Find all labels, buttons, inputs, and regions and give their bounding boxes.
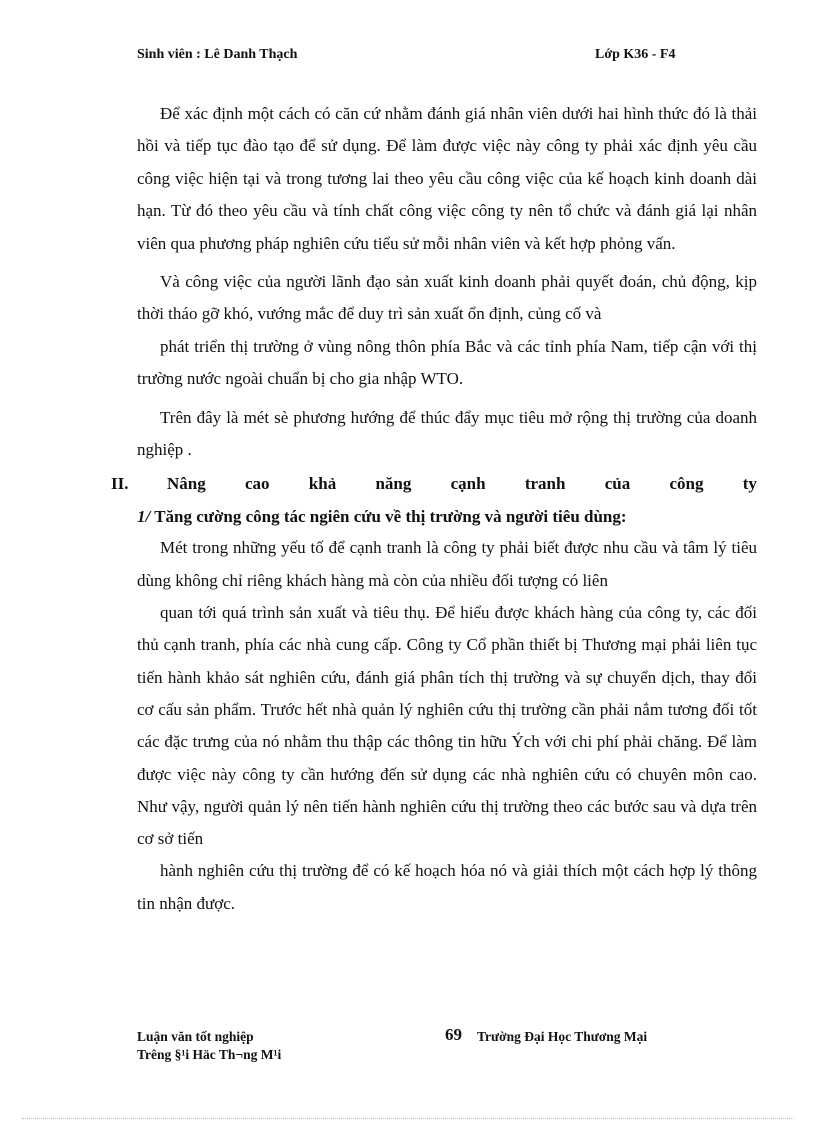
section-word: năng	[375, 474, 412, 494]
page-header	[137, 47, 688, 67]
subsection-number: 1/	[137, 507, 151, 527]
footer-school-legacy: Trêng §¹i Häc Th¬ng M¹i	[137, 1047, 282, 1062]
paragraph: Mét trong những yếu tố để cạnh tranh là công ty phải biết được nhu cầu và tâm lý tiêu dùng không chỉ riêng khách hàng mà còn của nhiều đối tượng có liên	[137, 538, 757, 590]
section-word: của	[604, 474, 631, 494]
subsection-title: Tăng cường công tác ngiên cứu về thị trường và người tiêu dùng:	[154, 507, 627, 527]
subsection-heading	[137, 502, 757, 532]
paragraph: Để xác định một cách có căn cứ nhằm đánh giá nhân viên dưới hai hình thức đó là thải hồi và tiếp tục đào tạo để sử dụng. Để làm được việc này công ty phải xác định yêu cầu công việc hiện tại và trong tương lai theo yêu cầu công việc của kế hoạch kinh doanh dài hạn. Từ đó theo yêu cầu và tính chất công việc công ty nên tổ chức và đánh giá lại nhân viên qua phương pháp nghiên cứu tiểu sử mỗi nhân viên và kết hợp phỏng vấn.	[137, 104, 757, 253]
footer-thesis-label: Luận văn tốt nghiệp	[137, 1029, 254, 1044]
section-heading	[111, 468, 757, 502]
section-word: tranh	[524, 474, 566, 494]
section-number: II.	[111, 474, 129, 494]
page-bottom-divider	[22, 1118, 794, 1119]
paragraph: hành nghiên cứu thị trường để có kế hoạch hóa nó và giải thích một cách hợp lý thông tin nhận được.	[137, 861, 757, 913]
section-word: khả	[308, 474, 337, 494]
section-word: Nâng	[167, 474, 206, 494]
student-name: Sinh viên : Lê Danh Thạch	[137, 47, 298, 62]
section-title	[167, 474, 757, 494]
page-number: 69	[445, 1025, 462, 1044]
section-word: ty	[742, 474, 757, 494]
section-word: cạnh	[450, 474, 486, 494]
section-word: cao	[244, 474, 270, 494]
document-body	[111, 98, 757, 920]
footer-school: Trường Đại Học Thương Mại	[477, 1029, 648, 1044]
section-word: công	[669, 474, 704, 494]
paragraph: quan tới quá trình sản xuất và tiêu thụ. Để hiểu được khách hàng của công ty, các đối thủ cạnh tranh, phía các nhà cung cấp. Công ty Cổ phần thiết bị Thương mại phải liên tục tiến hành khảo sát nghiên cứu, đánh giá phân tích thị trường và sự chuyển dịch, thay đổi cơ cấu sản phẩm. Trước hết nhà quản lý nghiên cứu thị trường cần phải nắm tương đối tốt các đặc trưng của nó nhằm thu thập các thông tin hữu Ých với chi phí phải chăng. Để làm được việc này công ty cần hướng đến sử dụng các nhà nghiên cứu có chuyên môn cao. Như vậy, người quản lý nên tiến hành nghiên cứu thị trường theo các bước sau và dựa trên cơ sở tiến	[137, 603, 757, 849]
class-label: Lớp K36 - F4	[595, 47, 676, 62]
paragraph: Và công việc của người lãnh đạo sản xuất kinh doanh phải quyết đoán, chủ động, kịp thời tháo gỡ khó, vướng mắc để duy trì sản xuất ổn định, củng cố và	[137, 272, 757, 324]
paragraph: Trên đây là mét sè phương hướng để thúc đẩy mục tiêu mở rộng thị trường của doanh nghiệp .	[137, 407, 757, 460]
paragraph: phát triển thị trường ở vùng nông thôn phía Bắc và các tỉnh phía Nam, tiếp cận với thị trường nước ngoài chuẩn bị cho gia nhập WTO.	[137, 336, 757, 389]
